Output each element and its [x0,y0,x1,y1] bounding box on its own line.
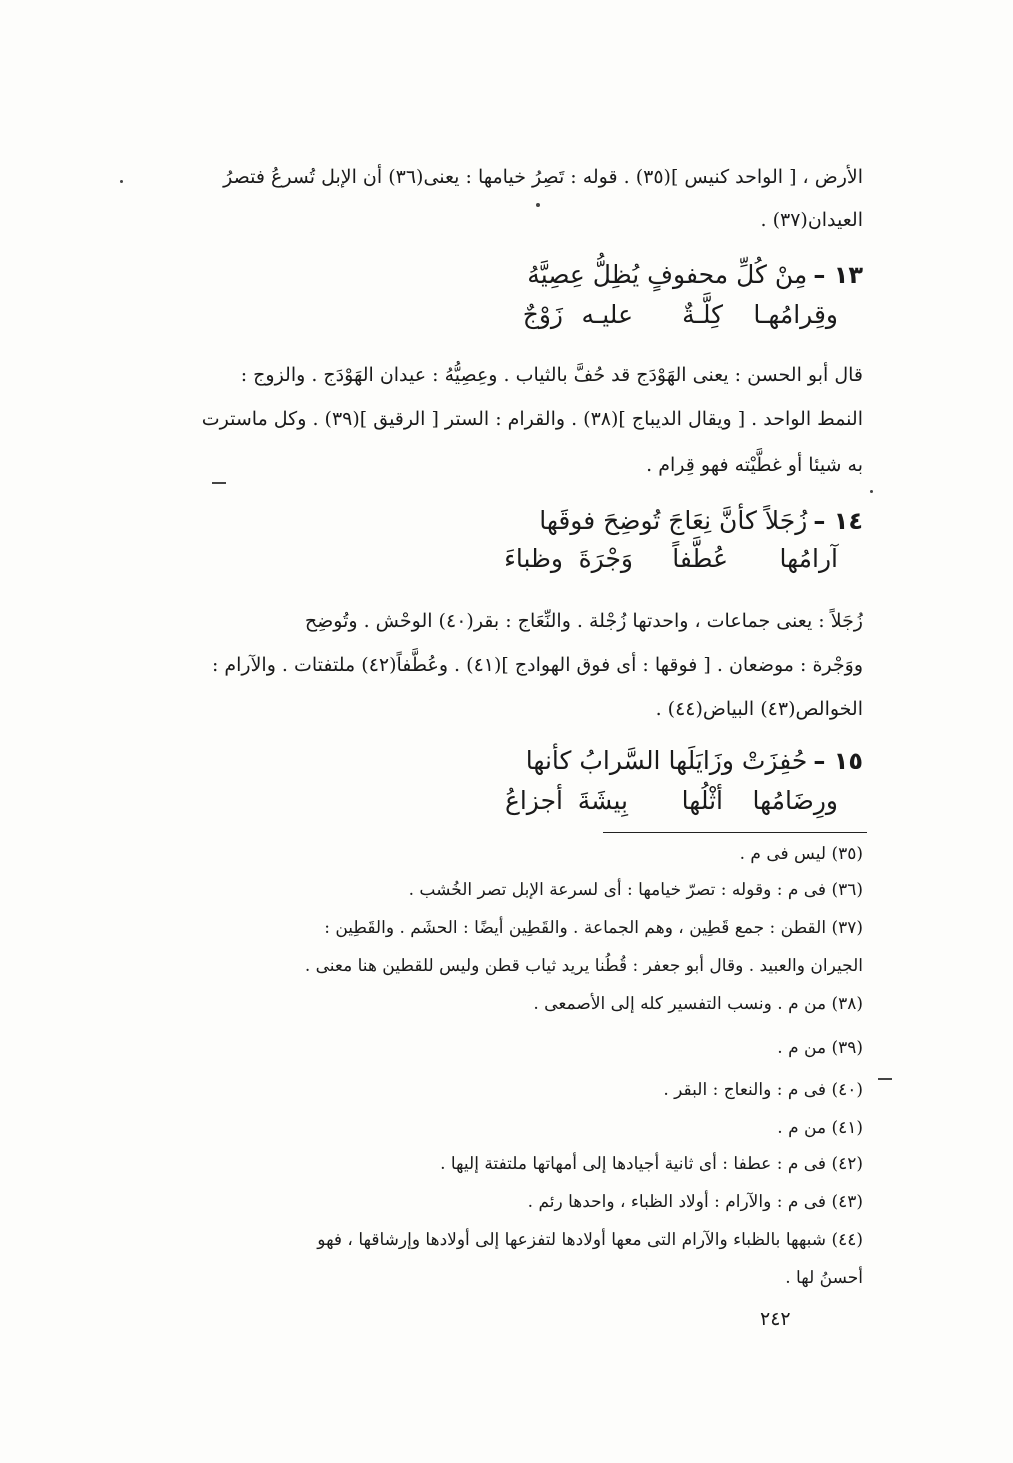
footnote: (٣٧) القطن : جمع قَطِين ، وهم الجماعة . والقَطِين أيضًا : الحشَم . والقَطِين : [324,918,863,938]
verse-13-commentary-line: به شيئا أو غطَّيْته فهو قِرام . [646,454,863,476]
hemistich-text: مِنْ كُلِّ محفوفٍ يُظِلُّ عِصِيَّهُ [527,260,808,289]
verse-number: ١٥ – [813,747,863,775]
verse-14-commentary-line: الخوالص(٤٣) البياض(٤٤) . [655,698,863,720]
scan-speck [536,203,540,207]
scan-speck [120,180,123,183]
verse-14-commentary-line: ووَجْرة : موضعان . [ فوقها : أى فوق الهوادج ](٤١) . وعُطَّفاً(٤٢) ملتفتات . والآرام : [211,654,863,676]
hemistich-text: زُجَلاً كأنَّ نِعَاجَ تُوضِحَ فوقَها [539,506,808,535]
footnote: (٣٦) فى م : وقوله : تصرّ خيامها : أى لسرعة الإبل تصر الخُشب . [408,880,863,900]
verse-15-word: ورِضَامُها [752,786,838,815]
verse-15-first-hemistich [526,748,863,773]
footnote: الجيران والعبيد . وقال أبو جعفر : قُطُنا يريد ثياب قطن وليس للقطين هنا معنى . [304,956,863,976]
verse-13-commentary-line: قال أبو الحسن : يعنى الهَوْدَج قد حُفَّ بالثياب . وعِصِيُّهُ : عيدان الهَوْدَج . والزوج : [240,364,863,386]
verse-13-word: زَوْجٌ [522,300,563,329]
verse-13-word: عليـه [581,300,633,329]
scan-speck [870,490,873,493]
verse-14-word: وَجْرَةَ [578,544,633,573]
footnote: أحسنُ لها . [785,1268,863,1288]
scan-speck [212,482,226,484]
footnote: (٤٣) فى م : والآرام : أولاد الظباء ، واحدها رئم . [527,1192,863,1212]
footnote: (٤٢) فى م : عطفا : أى ثانية أجيادها إلى أمهاتها ملتفتة إليها . [440,1154,863,1174]
verse-13-first-hemistich [527,262,863,287]
verse-14-word: وظباءَ [504,544,563,573]
verse-15-word: بِيشَةَ [577,786,628,815]
verse-13-word: وقِرامُهـا [753,300,838,329]
page-number: ٢٤٢ [760,1308,791,1330]
verse-15-word: أجزاعُ [504,786,563,815]
verse-14-word: عُطَّفاً [672,544,728,573]
verse-number: ١٤ – [813,507,863,535]
footnote: (٣٩) من م . [777,1038,863,1058]
verse-13-word: كِلَّـةٌ [682,300,723,329]
footnote: (٣٨) من م . ونسب التفسير كله إلى الأصمعى . [533,994,863,1014]
verse-15-word: أثْلُها [681,786,723,815]
verse-number: ١٣ – [813,261,863,289]
intro-line-2: العيدان(٣٧) . [760,209,863,231]
verse-14-commentary-line: زُجَلاً : يعنى جماعات ، واحدتها زُجْلة . والنِّعَاج : بقر(٤٠) الوحْش . وتُوضِح [304,610,863,632]
intro-line-1: الأرض ، [ الواحد كنيس ](٣٥) . قوله : تَصِرُ خيامها : يعنى(٣٦) أن الإبل تُسرعُ فتصرُ [223,166,863,188]
verse-14-word: آرامُها [779,544,838,573]
footnote: (٣٥) ليس فى م . [739,844,863,864]
verse-13-commentary-line: النمط الواحد . [ ويقال الديباج ](٣٨) . والقرام : الستر [ الرقيق ](٣٩) . وكل ماسترت [201,408,863,430]
footnote: (٤١) من م . [777,1118,863,1138]
footnote: (٤٤) شبهها بالظباء والآرام التى معها أولادها لتفزعها إلى أولادها وإرشاقها ، فهو [317,1230,863,1250]
footnote-separator [603,832,867,833]
scan-speck [878,1078,892,1080]
hemistich-text: حُفِزَتْ وزَايَلَها السَّرابُ كأنها [525,746,808,775]
verse-14-first-hemistich [539,508,863,533]
footnote: (٤٠) فى م : والنعاج : البقر . [663,1080,863,1100]
